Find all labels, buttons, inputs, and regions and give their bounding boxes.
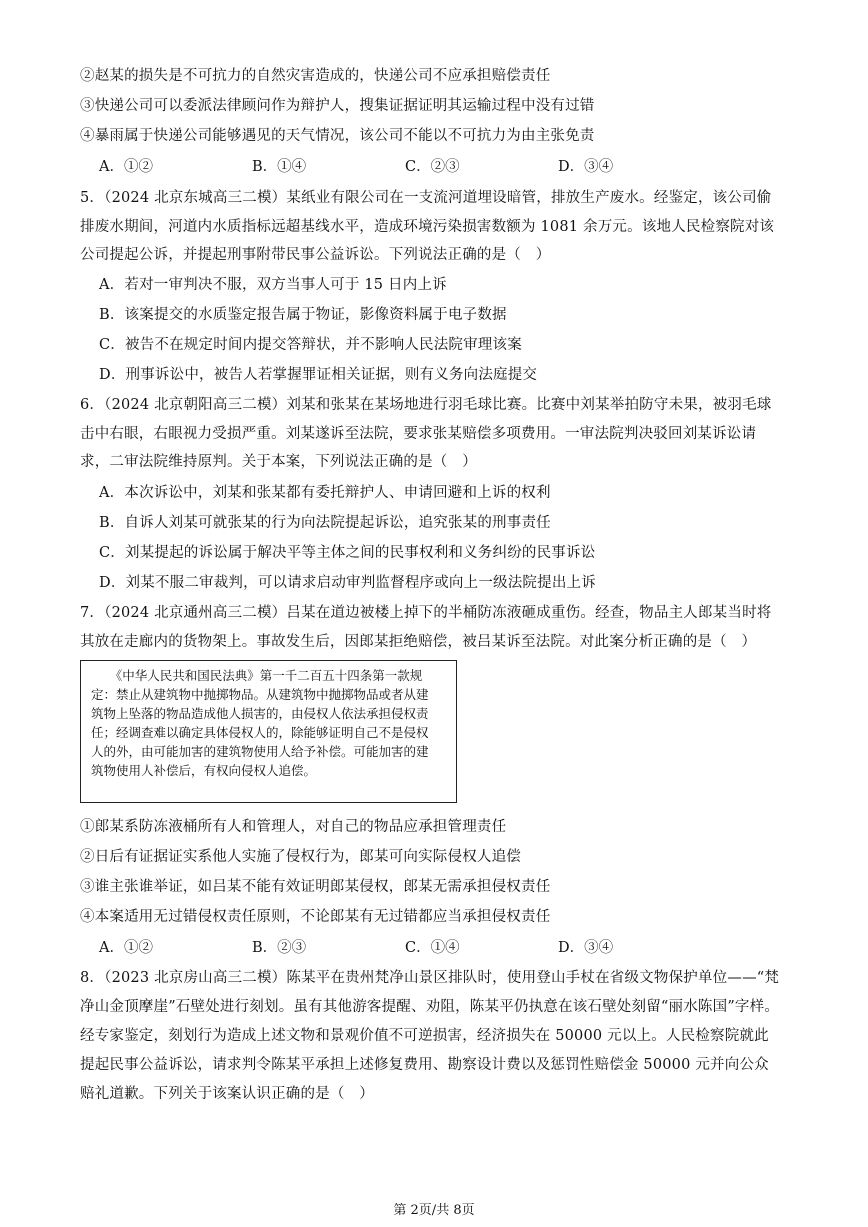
q6-stem-line-3: 求，二审法院维持原判。关于本案，下列说法正确的是（ ） — [80, 454, 477, 470]
q4-option-a: A．①② — [99, 159, 153, 175]
q4-option-b: B．①④ — [252, 159, 307, 175]
q8-stem-line-4: 提起民事公益诉讼，请求判令陈某平承担上述修复费用、勘察设计费以及惩罚性赔偿金 50000 元并向公众 — [80, 1057, 769, 1073]
q7-option-b: B．②③ — [252, 940, 307, 956]
q4-statement-4: ④暴雨属于快递公司能够遇见的天气情况，该公司不能以不可抗力为由主张免责 — [80, 128, 595, 144]
q7-option-d: D．③④ — [558, 940, 614, 956]
civil-code-excerpt-box — [80, 660, 457, 803]
q4-options — [99, 157, 711, 177]
excerpt-line: 人的外，由可能加害的建筑物使用人给予补偿。可能加害的建 — [91, 744, 429, 759]
q4-statement-2: ②赵某的损失是不可抗力的自然灾害造成的，快递公司不应承担赔偿责任 — [80, 68, 551, 84]
q7-options — [99, 938, 711, 958]
q4-option-d: D．③④ — [558, 159, 614, 175]
q4-statement-3: ③快递公司可以委派法律顾问作为辩护人，搜集证据证明其运输过程中没有过错 — [80, 98, 595, 114]
q7-option-c: C．①④ — [405, 940, 460, 956]
excerpt-line: 定：禁止从建筑物中抛掷物品。从建筑物中抛掷物品或者从建 — [91, 687, 429, 702]
q7-stem-line-2: 其放在走廊内的货物架上。事故发生后，因郎某拒绝赔偿，被吕某诉至法院。对此案分析正确的是（ ） — [80, 634, 757, 650]
page-number-footer: 第 2页/共 8页 — [393, 1203, 475, 1218]
q8-stem-line-2: 净山金顶摩崖”石壁处进行刻划。虽有其他游客提醒、劝阻，陈某平仍执意在该石壁处刻留“丽水陈国”字样。 — [80, 999, 780, 1015]
q6-option-b: B．自诉人刘某可就张某的行为向法院提起诉讼，追究张某的刑事责任 — [99, 515, 551, 531]
q5-option-a: A．若对一审判决不服，双方当事人可于 15 日内上诉 — [99, 277, 447, 293]
q7-statement-2: ②日后有证据证实系他人实施了侵权行为，郎某可向实际侵权人追偿 — [80, 849, 521, 865]
q6-stem-line-2: 击中右眼，右眼视力受损严重。刘某遂诉至法院，要求张某赔偿多项费用。一审法院判决驳回刘某诉讼请 — [80, 426, 757, 442]
excerpt-line: 《中华人民共和国民法典》第一千二百五十四条第一款规 — [91, 668, 423, 683]
q5-stem-line-2: 排废水期间，河道内水质指标远超基线水平，造成环境污染损害数额为 1081 余万元。该地人民检察院对该 — [80, 219, 775, 235]
q4-option-c: C．②③ — [405, 159, 460, 175]
q8-stem-line-5: 赔礼道歉。下列关于该案认识正确的是（ ） — [80, 1086, 374, 1102]
q5-option-c: C．被告不在规定时间内提交答辩状，并不影响人民法院审理该案 — [99, 337, 522, 353]
q7-statement-4: ④本案适用无过错侵权责任原则，不论郎某有无过错都应当承担侵权责任 — [80, 909, 551, 925]
q5-stem-line-1: 5．（2024 北京东城高三二模）某纸业有限公司在一支流河道埋设暗管，排放生产废水。经鉴定，该公司偷 — [80, 190, 772, 206]
q6-option-a: A．本次诉讼中，刘某和张某都有委托辩护人、申请回避和上诉的权利 — [99, 485, 551, 501]
q6-stem-line-1: 6．（2024 北京朝阳高三二模）刘某和张某在某场地进行羽毛球比赛。比赛中刘某举拍防守未果，被羽毛球 — [80, 397, 772, 413]
q5-stem-line-3: 公司提起公诉，并提起刑事附带民事公益诉讼。下列说法正确的是（ ） — [80, 247, 551, 263]
q7-stem-line-1: 7．（2024 北京通州高三二模）吕某在道边被楼上掉下的半桶防冻液砸成重伤。经查，物品主人郎某当时将 — [80, 605, 772, 621]
q6-option-d: D．刘某不服二审裁判，可以请求启动审判监督程序或向上一级法院提出上诉 — [99, 575, 596, 591]
q7-statement-3: ③谁主张谁举证，如吕某不能有效证明郎某侵权，郎某无需承担侵权责任 — [80, 879, 551, 895]
q7-option-a: A．①② — [99, 940, 153, 956]
excerpt-line: 任；经调查难以确定具体侵权人的，除能够证明自己不是侵权 — [91, 725, 429, 740]
excerpt-line: 筑物上坠落的物品造成他人损害的，由侵权人依法承担侵权责 — [91, 706, 429, 721]
excerpt-line: 筑物使用人补偿后，有权向侵权人追偿。 — [91, 763, 317, 778]
q8-stem-line-1: 8．（2023 北京房山高三二模）陈某平在贵州梵净山景区排队时，使用登山手杖在省级文物保护单位——“梵 — [80, 970, 780, 986]
q7-statement-1: ①郎某系防冻液桶所有人和管理人，对自己的物品应承担管理责任 — [80, 819, 507, 835]
q5-option-b: B．该案提交的水质鉴定报告属于物证，影像资料属于电子数据 — [99, 307, 507, 323]
q6-option-c: C．刘某提起的诉讼属于解决平等主体之间的民事权利和义务纠纷的民事诉讼 — [99, 545, 596, 561]
q8-stem-line-3: 经专家鉴定，刻划行为造成上述文物和景观价值不可逆损害，经济损失在 50000 元以上。人民检察院就此 — [80, 1028, 769, 1044]
q5-option-d: D．刑事诉讼中，被告人若掌握罪证相关证据，则有义务向法庭提交 — [99, 367, 538, 383]
